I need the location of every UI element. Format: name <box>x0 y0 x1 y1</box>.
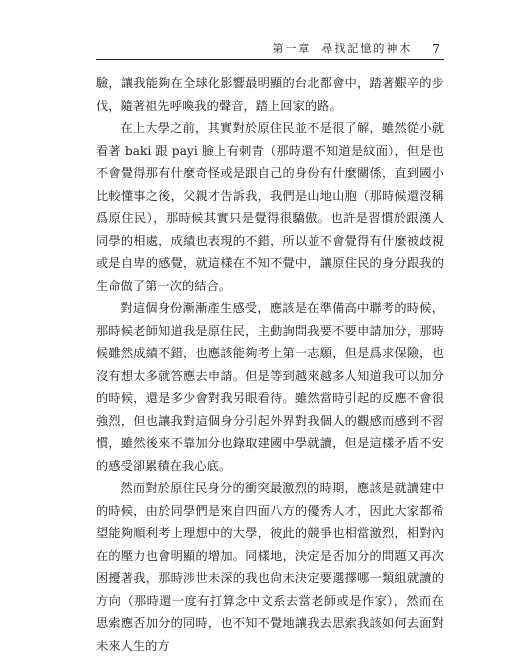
paragraph-2-mid: 跟 <box>151 143 172 158</box>
page-number: 7 <box>432 42 440 56</box>
paragraph-2-before: 在上大學之前，其實對於原住民並不是很了解，雖然從小就看著 <box>96 121 444 158</box>
running-head <box>96 36 440 56</box>
chapter-label: 第一章 <box>272 42 312 55</box>
chapter-title: 尋找記憶的神木 <box>321 42 413 55</box>
term-payi: payi <box>171 143 198 158</box>
paragraph-2 <box>96 117 444 297</box>
paragraph-1: 驗，讓我能夠在全球化影響最明顯的台北都會中，踏著艱辛的步伐，隨著祖先呼喚我的聲音，踏上回家的路。 <box>96 76 444 113</box>
paragraph-3: 對這個身份漸漸產生感受，應該是在準備高中聯考的時候，那時候老師知道我是原住民，主動詢問我要不要申請加分，那時候雖然成績不錯，也應該能夠考上第一志願，但是爲求保險，也沒有想太多就答應去申請。但是等到越來越多人知道我可以加分的時候，還是多少會對我另眼看待。雖然當時引起的反應不會很強烈，但也讓我對這個身分引起外界對我個人的觀感而感到不習慣，雖然後來不靠加分也錄取建國中學就讀，但是這樣矛盾不安的感受卻累積在我心底。 <box>96 301 444 473</box>
paragraph-2-after: 臉上有刺青（那時還不知道是紋面），但是也不會覺得那有什麼奇怪或是跟自己的身份有什麼關係，直到國小比較懂事之後，父親才告訴我，我們是山地山胞（那時候還沒稱爲原住民），那時候其實只是覺得很驕傲。也許是習慣於跟漢人同學的相處，成績也表現的不錯，所以並不會覺得有什麼被歧視或是自卑的感覺，就這樣在不知不覺中，讓原住民的身分跟我的生命做了第一次的結合。 <box>96 143 444 293</box>
term-baki: baki <box>124 143 152 158</box>
header-rule <box>96 59 444 60</box>
body-text <box>96 72 444 657</box>
paragraph-4: 然而對於原住民身分的衝突最激烈的時期，應該是就讀建中的時候，由於同學們是來自四面八方的優秀人才，因此大家都希望能夠順利考上理想中的大學，彼此的競爭也相當激烈，相對內在的壓力也會明顯的增加。同樣地，決定是否加分的問題又再次困擾著我，那時涉世未深的我也尙未決定要選擇哪一類組就讀的方向（那時還一度有打算念中文系去當老師或是作家），然而在思索應否加分的同時，也不知不覺地讓我去思索我該如何去面對未來人生的方 <box>96 481 444 653</box>
